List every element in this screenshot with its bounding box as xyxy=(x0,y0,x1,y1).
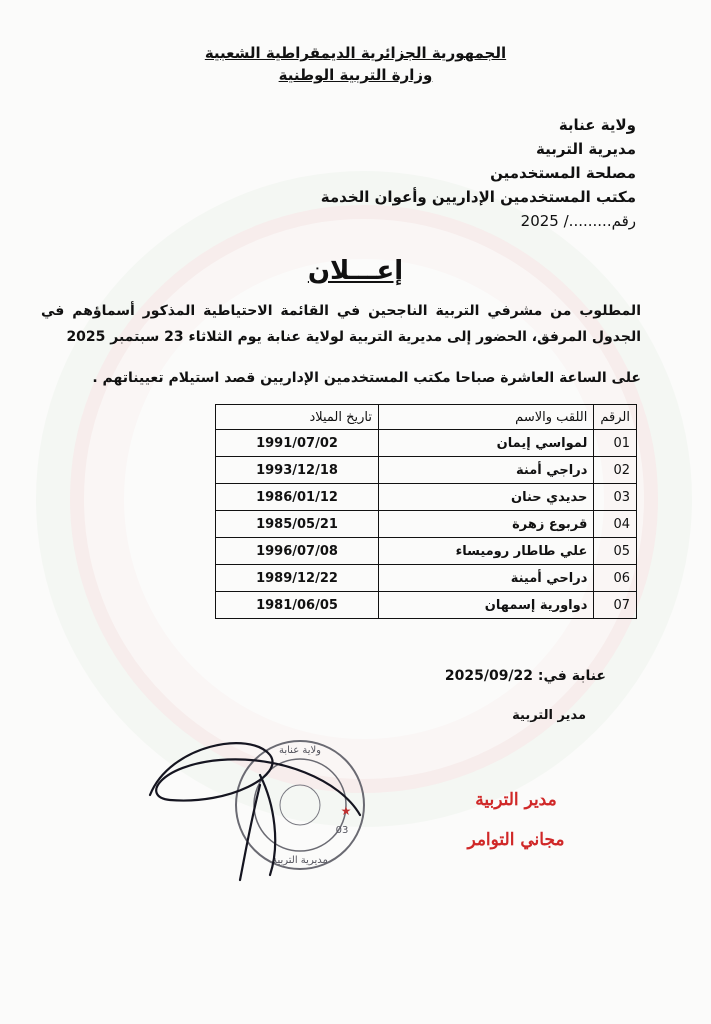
row-birthdate: 1991/07/02 xyxy=(216,430,379,457)
table-row xyxy=(216,484,637,511)
administrative-block xyxy=(276,113,636,233)
row-number: 05 xyxy=(594,538,637,565)
row-number: 03 xyxy=(594,484,637,511)
row-birthdate: 1993/12/18 xyxy=(216,457,379,484)
body-paragraph-1: المطلوب من مشرفي التربية الناجحين في القائمة الاحتياطية المذكور أسماؤهم في الجدول المرفق، الحضور إلى مديرية التربية لولاية عنابة يوم الثلاثاء 23 سبتمبر 2025 xyxy=(41,303,641,345)
table-row xyxy=(216,538,637,565)
row-name: قربوع زهرة xyxy=(379,511,594,538)
director-name-stamp xyxy=(451,780,581,860)
row-birthdate: 1985/05/21 xyxy=(216,511,379,538)
row-name: دراجي أمنة xyxy=(379,457,594,484)
signature-and-stamp xyxy=(110,735,380,885)
row-name: حديدي حنان xyxy=(379,484,594,511)
announcement-body xyxy=(41,298,641,390)
row-number: 06 xyxy=(594,565,637,592)
table-row xyxy=(216,457,637,484)
service-label: مصلحة المستخدمين xyxy=(490,164,636,182)
row-name: دواورية إسمهان xyxy=(379,592,594,619)
row-birthdate: 1996/07/08 xyxy=(216,538,379,565)
republic-name: الجمهورية الجزائرية الديمقراطية الشعبية xyxy=(204,44,507,62)
header-birthdate: تاريخ الميلاد xyxy=(216,405,379,430)
stamp-line-2: مجاني التوامر xyxy=(467,830,565,850)
row-birthdate: 1989/12/22 xyxy=(216,565,379,592)
ministry-name: وزارة التربية الوطنية xyxy=(278,66,433,84)
office-label: مكتب المستخدمين الإداريين وأعوان الخدمة xyxy=(320,188,636,206)
body-paragraph-2: على الساعة العاشرة صباحا مكتب المستخدمين الإداريين قصد استيلام تعييناتهم . xyxy=(92,370,641,386)
row-birthdate: 1986/01/12 xyxy=(216,484,379,511)
table-row xyxy=(216,565,637,592)
reference-number: رقم........./ 2025 xyxy=(520,212,636,230)
stamp-line-1: مدير التربية xyxy=(475,790,557,810)
row-number: 04 xyxy=(594,511,637,538)
row-birthdate: 1981/06/05 xyxy=(216,592,379,619)
signature-icon xyxy=(110,735,380,885)
row-name: علي طاطار روميساء xyxy=(379,538,594,565)
document-header xyxy=(0,42,711,86)
announcement-title: إعـــلان xyxy=(307,256,404,286)
row-name: لمواسي إيمان xyxy=(379,430,594,457)
header-number: الرقم xyxy=(594,405,637,430)
row-number: 02 xyxy=(594,457,637,484)
wilaya-label: ولاية عنابة xyxy=(558,116,636,134)
table-row xyxy=(216,430,637,457)
header-name: اللقب والاسم xyxy=(379,405,594,430)
seal-top-text: ولاية عنابة xyxy=(278,745,322,756)
table-row xyxy=(216,511,637,538)
row-number: 01 xyxy=(594,430,637,457)
seal-bottom-text: مديرية التربية xyxy=(272,855,328,866)
place-and-date: عنابة في: 2025/09/22 xyxy=(444,668,606,684)
director-title: مدير التربية xyxy=(512,708,586,723)
table-header-row xyxy=(216,405,637,430)
directorate-label: مديرية التربية xyxy=(536,140,636,158)
table-row xyxy=(216,592,637,619)
row-name: دراحي أمينة xyxy=(379,565,594,592)
seal-star-icon: ★ xyxy=(340,804,352,818)
candidates-table xyxy=(215,404,637,619)
row-number: 07 xyxy=(594,592,637,619)
seal-number: 03 xyxy=(335,825,349,836)
